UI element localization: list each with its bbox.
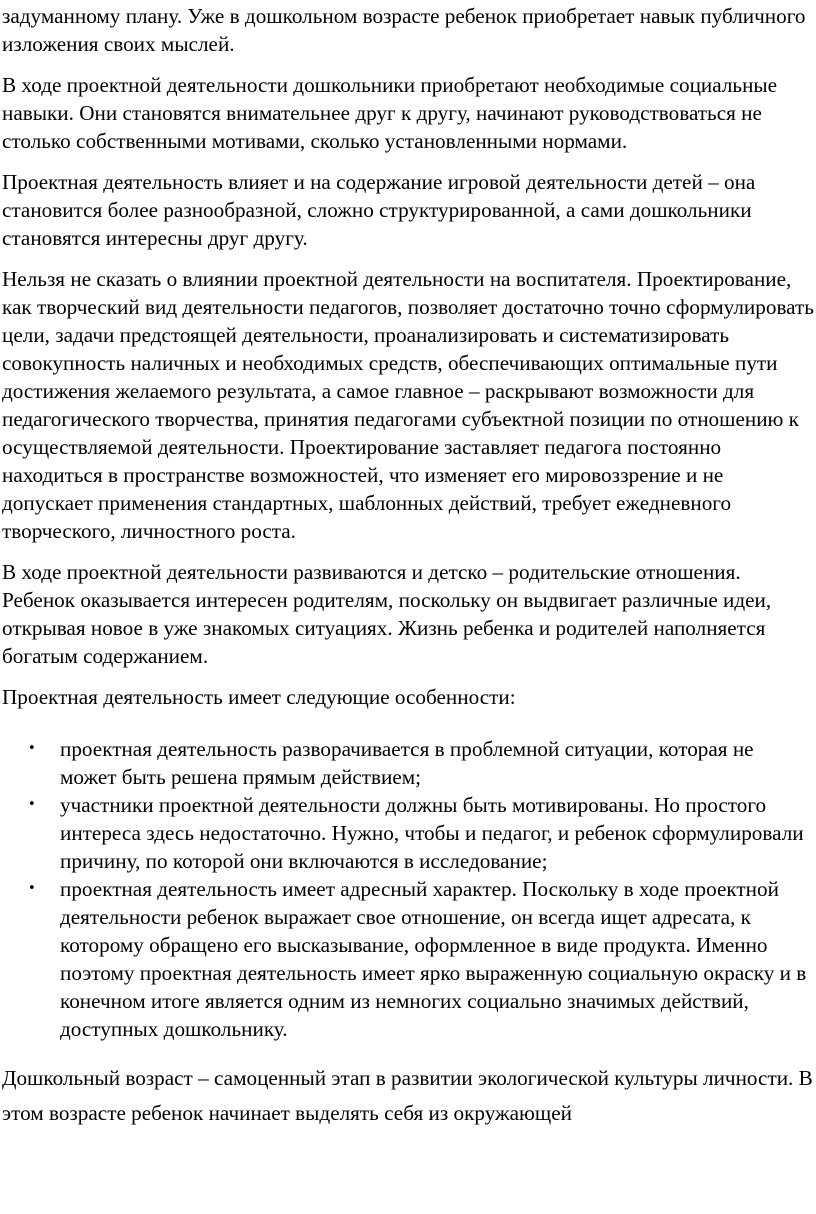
list-item	[2, 735, 814, 791]
paragraph-parent-relations: В ходе проектной деятельности развиваются и детско – родительские отношения. Ребенок оказывается интересен родителям, поскольку он выдвигает различные идеи, открывая новое в уже знакомых ситуациях. Жизнь ребенка и родителей наполняется богатым содержанием.	[2, 560, 772, 668]
list-item	[2, 875, 814, 1043]
paragraph-features-intro: Проектная деятельность имеет следующие особенности:	[2, 685, 516, 709]
paragraph-continuation: задуманному плану. Уже в дошкольном возрасте ребенок приобретает навык публичного изложения своих мыслей.	[2, 4, 806, 56]
bullet-icon: •	[28, 741, 36, 756]
paragraph-social-skills: В ходе проектной деятельности дошкольники приобретают необходимые социальные навыки. Они становятся внимательнее друг к другу, начинают руководствоваться не столько собственными мотивами, сколько установленными нормами.	[2, 73, 778, 153]
bullet-icon: •	[28, 881, 36, 896]
features-list	[2, 735, 814, 1043]
bullet-icon: •	[28, 797, 36, 812]
list-item-text: проектная деятельность имеет адресный характер. Поскольку в ходе проектной деятельности ребенок выражает свое отношение, он всегда ищет адресата, к которому обращено его высказывание, оформленное в виде продукта. Именно поэтому проектная деятельность имеет ярко выраженную социальную окраску и в конечном итоге является одним из немногих социально значимых действий, доступных дошкольнику.	[60, 877, 807, 1041]
list-item-text: участники проектной деятельности должны быть мотивированы. Но простого интереса здесь недостаточно. Нужно, чтобы и педагог, и ребенок сформулировали причину, по которой они включаются в исследование;	[60, 793, 804, 873]
paragraph-preschool-age: Дошкольный возраст – самоценный этап в развитии экологической культуры личности. В этом возрасте ребенок начинает выделять себя из окружающей	[2, 1066, 813, 1125]
list-item	[2, 791, 814, 875]
document-page	[2, 0, 814, 1144]
list-item-text: проектная деятельность разворачивается в проблемной ситуации, которая не может быть решена прямым действием;	[60, 737, 754, 789]
paragraph-educator-influence: Нельзя не сказать о влиянии проектной деятельности на воспитателя. Проектирование, как творческий вид деятельности педагогов, позволяет достаточно точно сформулировать цели, задачи предстоящей деятельности, проанализировать и систематизировать совокупность наличных и необходимых средств, обеспечивающих оптимальные пути достижения желаемого результата, а самое главное – раскрывают возможности для педагогического творчества, принятия педагогами субъектной позиции по отношению к осуществляемой деятельности. Проектирование заставляет педагога постоянно находиться в пространстве возможностей, что изменяет его мировоззрение и не допускает применения стандартных, шаблонных действий, требует ежедневного творческого, личностного роста.	[2, 267, 814, 543]
paragraph-play-activity: Проектная деятельность влияет и на содержание игровой деятельности детей – она становится более разнообразной, сложно структурированной, а сами дошкольники становятся интересны друг другу.	[2, 170, 756, 250]
